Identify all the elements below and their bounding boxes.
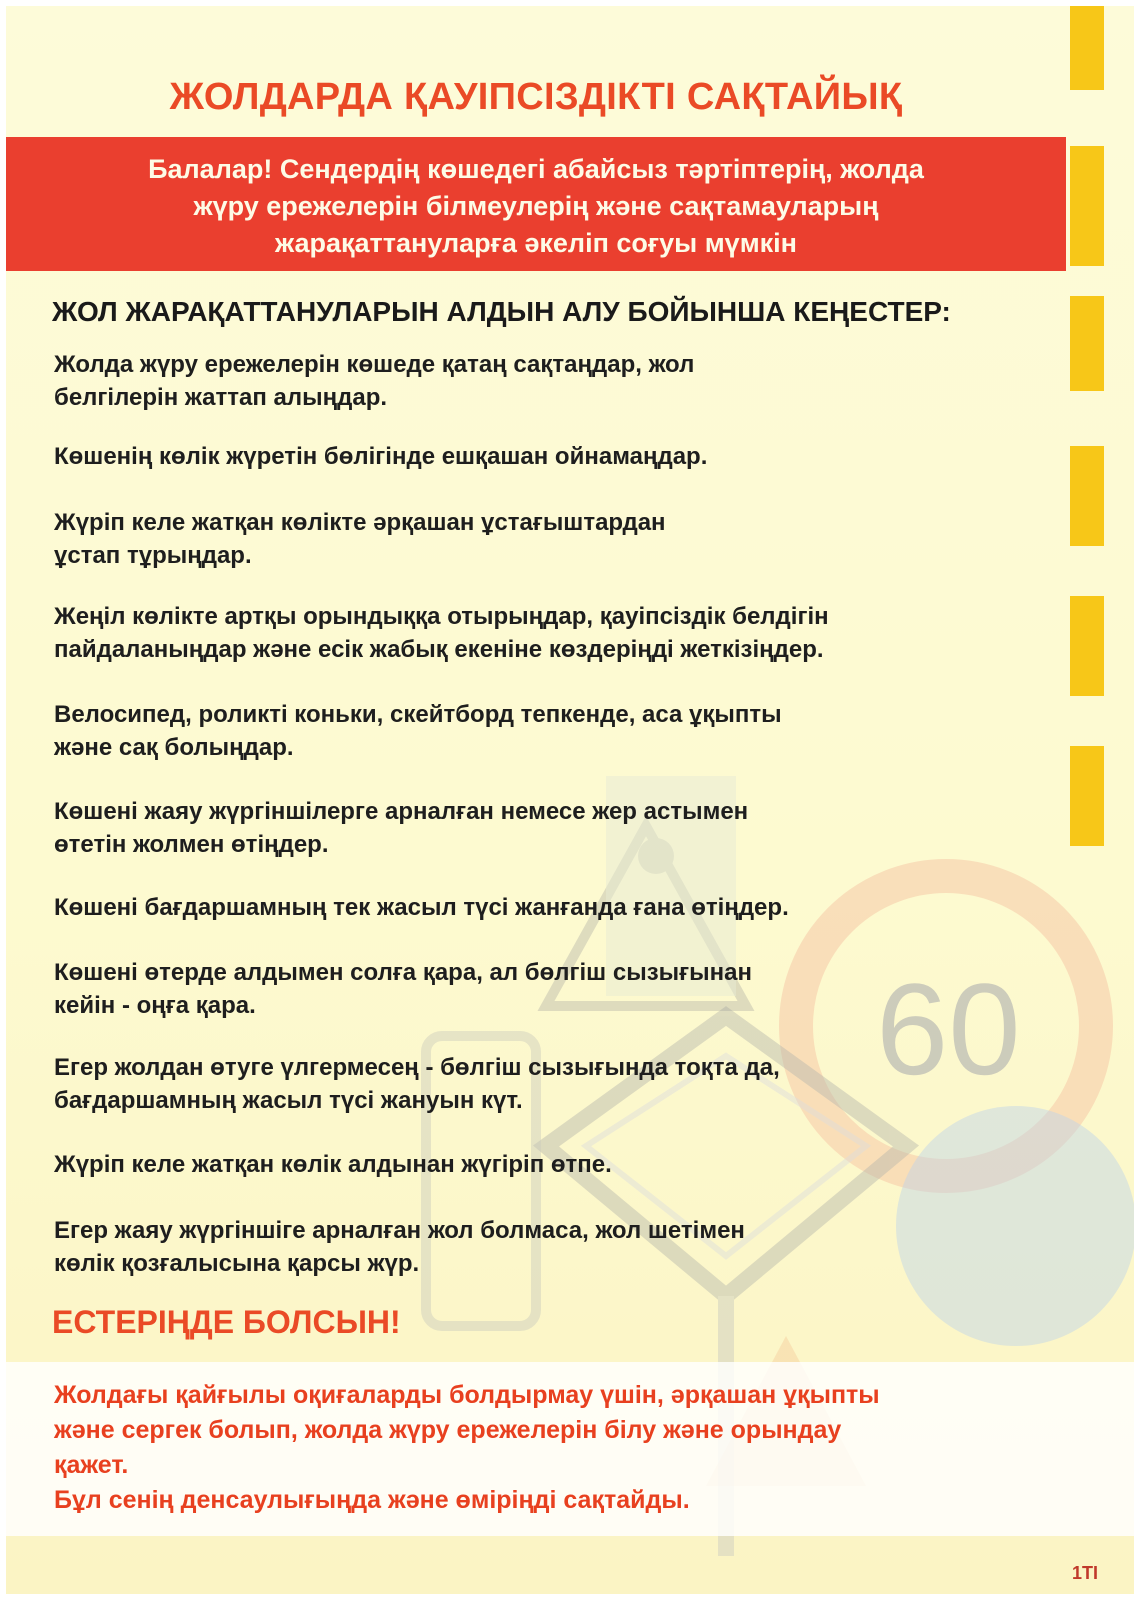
tip-item: Көшені бағдаршамның тек жасыл түсі жанғанда ғана өтіңдер.: [54, 894, 789, 921]
side-stripe: [1070, 746, 1104, 846]
tip-item: Жүріп келе жатқан көлікте әрқашан ұстағыштардан ұстап тұрыңдар.: [54, 509, 666, 569]
warning-banner: [6, 137, 1066, 271]
tip-item: Көшенің көлік жүретін бөлігінде ешқашан ойнамаңдар.: [54, 443, 708, 470]
tip-item: Жүріп келе жатқан көлік алдынан жүгіріп өтпе.: [54, 1151, 612, 1178]
page-number: 1ТІ: [1071, 1563, 1098, 1583]
tips-heading: ЖОЛ ЖАРАҚАТТАНУЛАРЫН АЛДЫН АЛУ БОЙЫНША КЕҢЕСТЕР:: [52, 296, 951, 327]
remember-heading: ЕСТЕРІҢДЕ БОЛСЫН!: [52, 1304, 401, 1340]
tip-item: Көшені өтерде алдымен солға қара, ал бөлгіш сызығынан кейін - оңға қара.: [54, 959, 752, 1019]
tip-item: Велосипед, роликті коньки, скейтборд тепкенде, аса ұқыпты және сақ болыңдар.: [54, 701, 782, 761]
footer-message: Жолдағы қайғылы оқиғаларды болдырмау үшін, әрқашан ұқыпты және сергек болып, жолда жүру ережелерін білу және орындау қажет. Бұл сенің денсаулығыңда және өміріңді сақтайды.: [54, 1381, 880, 1514]
tip-item: Жеңіл көлікте артқы орындыққа отырыңдар, қауіпсіздік белдігін пайдаланыңдар және есік жабық екеніне көздеріңді жеткізіңдер.: [54, 603, 829, 663]
side-stripe: [1070, 596, 1104, 696]
tip-item: Жолда жүру ережелерін көшеде қатаң сақтаңдар, жол белгілерін жаттап алыңдар.: [54, 351, 695, 411]
leaflet-page: [6, 6, 1134, 1594]
tip-item: Егер жолдан өтуге үлгермесең - бөлгіш сызығында тоқта да, бағдаршамның жасыл түсі жануын күт.: [54, 1054, 780, 1114]
warning-banner-text: Балалар! Сендердің көшедегі абайсыз тәртіптерің, жолда жүру ережелерін білмеулерің және сақтамауларың жарақаттануларға әкеліп соғуы мүмкін: [148, 154, 924, 258]
speed-sign-number: 60: [876, 956, 1021, 1102]
side-stripe: [1070, 446, 1104, 546]
side-stripe: [1070, 146, 1104, 266]
side-stripe: [1070, 6, 1104, 90]
page-title: ЖОЛДАРДА ҚАУІПСІЗДІКТІ САҚТАЙЫҚ: [169, 76, 903, 118]
tip-item: Егер жаяу жүргіншіге арналған жол болмаса, жол шетімен көлік қозғалысына қарсы жүр.: [54, 1217, 745, 1277]
tip-item: Көшені жаяу жүргіншілерге арналған немесе жер астымен өтетін жолмен өтіңдер.: [54, 798, 749, 858]
